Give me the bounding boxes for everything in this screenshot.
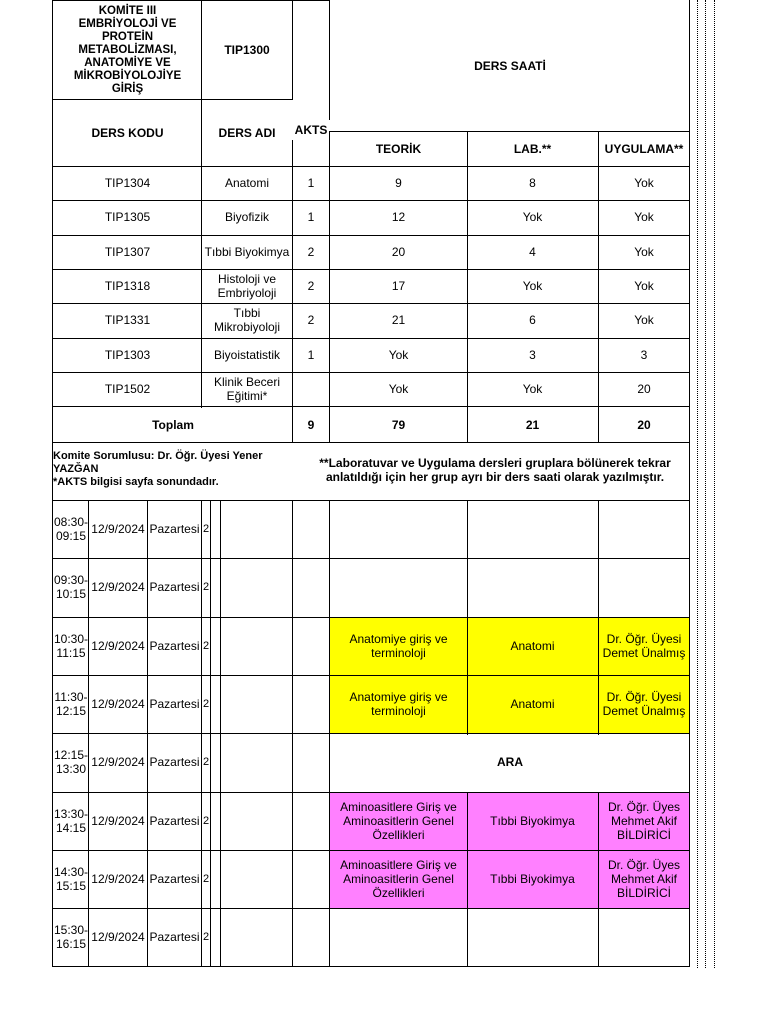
lab-header: LAB.** xyxy=(513,142,552,156)
ders-saati-header: DERS SAATİ xyxy=(474,59,546,73)
slot-day: Pazartesi xyxy=(149,522,200,537)
lesson-topic: Anatomiye giriş ve terminoloji xyxy=(349,690,448,719)
course-uygulama: Yok xyxy=(634,176,654,191)
slot-day: Pazartesi xyxy=(149,697,200,712)
course-teorik: 12 xyxy=(391,210,406,225)
course-uygulama: 20 xyxy=(637,381,651,396)
slot-day: Pazartesi xyxy=(149,930,200,945)
course-name: Tıbbi Mikrobiyoloji xyxy=(213,306,281,335)
course-lab: 3 xyxy=(529,347,536,362)
row-divider xyxy=(52,406,690,407)
lesson-teacher: Dr. Öğr. Üyesi Demet Ünalmış xyxy=(602,631,686,660)
lesson-teacher: Dr. Öğr. Üyes Mehmet Akif BİLDİRİCİ xyxy=(607,857,681,900)
course-name: Biyoistatistik xyxy=(213,347,281,362)
slot-date: 12/9/2024 xyxy=(91,755,145,770)
lesson-topic xyxy=(333,908,464,966)
uygulama-header: UYGULAMA** xyxy=(604,142,684,156)
slot-number: 2 xyxy=(202,698,210,711)
total-akts: 9 xyxy=(307,418,315,432)
lesson-course xyxy=(467,908,598,966)
slot-day: Pazartesi xyxy=(149,755,200,770)
course-uygulama: Yok xyxy=(634,244,654,259)
total-label: Toplam xyxy=(152,418,194,432)
lesson-course xyxy=(467,558,598,616)
course-name: Anatomi xyxy=(224,176,270,191)
slot-date: 12/9/2024 xyxy=(91,580,145,595)
slot-date: 12/9/2024 xyxy=(91,638,145,653)
teorik-header: TEORİK xyxy=(375,142,422,156)
slot-date: 12/9/2024 xyxy=(91,930,145,945)
ders-adi-header: DERS ADI xyxy=(218,126,276,140)
course-lab: 8 xyxy=(529,176,536,191)
ders-kodu-header: DERS KODU xyxy=(91,126,164,140)
course-code: TIP1331 xyxy=(104,313,151,328)
course-lab: Yok xyxy=(522,381,543,396)
total-lab: 21 xyxy=(525,418,540,432)
course-uygulama: 3 xyxy=(640,347,648,362)
slot-date: 12/9/2024 xyxy=(91,813,145,828)
course-teorik: 17 xyxy=(391,279,406,294)
lesson-course: Anatomi xyxy=(510,638,555,653)
slot-date: 12/9/2024 xyxy=(91,871,145,886)
slot-number: 2 xyxy=(202,581,210,594)
akts-header: AKTS xyxy=(294,123,328,137)
komite-title: KOMİTE III EMBRİYOLOJİ VE PROTEİN METABOLİZMASI, ANATOMİYE VE MİKROBİYOLOJİYE GİRİŞ xyxy=(73,4,182,95)
course-akts xyxy=(292,372,330,406)
course-lab: 4 xyxy=(529,244,536,259)
course-name: Tıbbi Biyokimya xyxy=(204,244,290,259)
course-akts: 2 xyxy=(307,313,315,328)
lesson-teacher: Dr. Öğr. Üyes Mehmet Akif BİLDİRİCİ xyxy=(607,799,681,842)
slot-date: 12/9/2024 xyxy=(91,522,145,537)
komite-sorumlusu: Komite Sorumlusu: Dr. Öğr. Üyesi Yener YAZĞAN xyxy=(53,450,263,475)
course-code: TIP1307 xyxy=(104,244,151,259)
lesson-teacher xyxy=(600,558,688,616)
lesson-topic xyxy=(333,558,464,616)
course-code: TIP1304 xyxy=(104,176,151,191)
lesson-topic: Aminoasitlere Giriş ve Aminoasitlerin Genel Özellikleri xyxy=(340,799,457,842)
slot-time: 10:30-11:15 xyxy=(53,631,89,660)
lesson-teacher: Dr. Öğr. Üyesi Demet Ünalmış xyxy=(602,690,686,719)
course-name: Klinik Beceri Eğitimi* xyxy=(213,374,281,403)
akts-note: *AKTS bilgisi sayfa sonundadır. xyxy=(53,476,219,488)
slot-time: 13:30-14:15 xyxy=(53,806,89,835)
slot-number: 2 xyxy=(202,814,210,827)
course-teorik: 20 xyxy=(391,244,406,259)
course-lab: 6 xyxy=(529,313,536,328)
course-akts: 1 xyxy=(307,176,315,191)
course-teorik: 9 xyxy=(395,176,402,191)
slot-date: 12/9/2024 xyxy=(91,697,145,712)
slot-time: 09:30-10:15 xyxy=(53,573,89,602)
course-akts: 1 xyxy=(307,210,315,225)
course-teorik: Yok xyxy=(388,381,409,396)
slot-day: Pazartesi xyxy=(149,638,200,653)
slot-number: 2 xyxy=(202,872,210,885)
lab-note: **Laboratuvar ve Uygulama dersleri gruplara bölünerek tekrar anlatıldığı için her grup ayrı bir ders saati olarak yazılmıştır. xyxy=(319,456,671,484)
course-teorik: 21 xyxy=(391,313,406,328)
slot-number: 2 xyxy=(202,523,210,536)
slot-day: Pazartesi xyxy=(149,871,200,886)
lesson-course xyxy=(467,500,598,558)
course-name: Histoloji ve Embriyoloji xyxy=(217,272,277,301)
slot-time: 14:30-15:15 xyxy=(53,864,89,893)
course-code: TIP1305 xyxy=(104,210,151,225)
slot-time: 15:30-16:15 xyxy=(53,923,89,952)
course-akts: 1 xyxy=(307,347,315,362)
course-uygulama: Yok xyxy=(634,279,654,294)
course-code: TIP1502 xyxy=(104,381,151,396)
lesson-course: Tıbbi Biyokimya xyxy=(490,871,575,886)
break-label: ARA xyxy=(497,755,523,770)
slot-time: 11:30-12:15 xyxy=(54,690,88,719)
total-teorik: 79 xyxy=(391,418,406,432)
slot-number: 2 xyxy=(202,756,210,769)
slot-time: 08:30-09:15 xyxy=(53,515,89,544)
course-teorik: Yok xyxy=(388,347,409,362)
course-lab: Yok xyxy=(522,279,543,294)
slot-number: 2 xyxy=(202,931,210,944)
course-code: TIP1303 xyxy=(104,347,151,362)
slot-day: Pazartesi xyxy=(149,813,200,828)
course-code: TIP1318 xyxy=(104,279,151,294)
lesson-teacher xyxy=(600,908,688,966)
lesson-teacher xyxy=(600,500,688,558)
lesson-course: Tıbbi Biyokimya xyxy=(490,813,575,828)
lesson-topic: Aminoasitlere Giriş ve Aminoasitlerin Genel Özellikleri xyxy=(340,857,457,900)
komite-code: TIP1300 xyxy=(224,43,270,57)
course-name: Biyofizik xyxy=(224,210,269,225)
slot-day: Pazartesi xyxy=(149,580,200,595)
course-lab: Yok xyxy=(522,210,543,225)
course-uygulama: Yok xyxy=(634,313,654,328)
slot-number: 2 xyxy=(202,639,210,652)
lesson-course: Anatomi xyxy=(510,697,555,712)
total-uygulama: 20 xyxy=(637,418,651,432)
lesson-topic: Anatomiye giriş ve terminoloji xyxy=(349,631,448,660)
course-uygulama: Yok xyxy=(634,210,654,225)
course-akts: 2 xyxy=(307,244,315,259)
slot-time: 12:15-13:30 xyxy=(53,748,89,777)
lesson-topic xyxy=(333,500,464,558)
course-akts: 2 xyxy=(307,279,315,294)
